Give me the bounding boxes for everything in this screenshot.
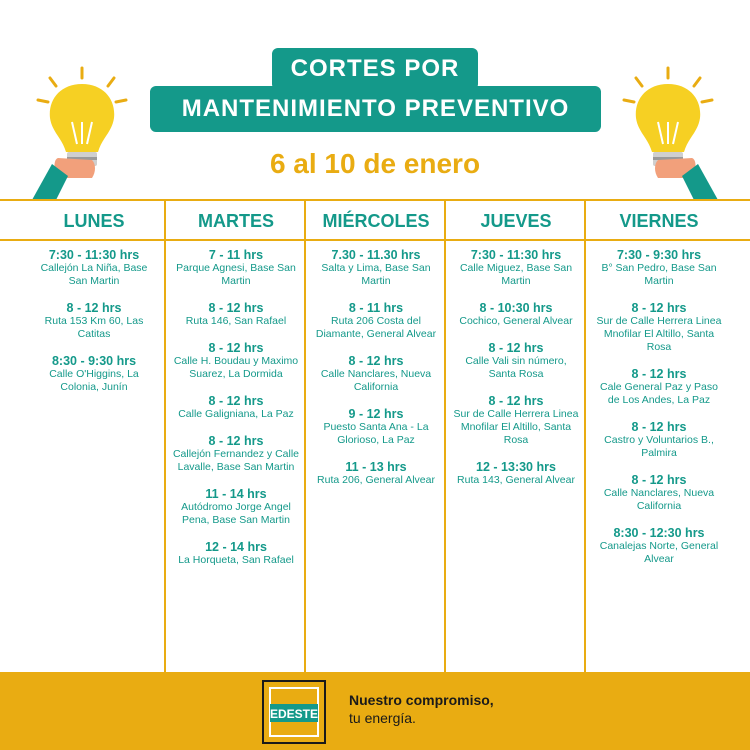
- outage-location: Ruta 143, General Alvear: [457, 474, 575, 486]
- day-column-miercoles: [306, 199, 446, 500]
- outage-location: Calle Nanclares, Nueva California: [320, 368, 432, 393]
- logo-text: EDESTE: [269, 707, 319, 721]
- outage-location: Calle Nanclares, Nueva California: [603, 487, 715, 512]
- outage-location: Calle Galigniana, La Paz: [178, 408, 294, 420]
- outage-entry: [589, 420, 729, 460]
- outage-location: Cochico, General Alvear: [459, 315, 573, 327]
- outage-time: 9 - 12 hrs: [348, 407, 404, 421]
- outage-entry: [24, 301, 164, 341]
- outage-entry: [24, 354, 164, 394]
- outage-time: 12 - 13:30 hrs: [476, 460, 556, 474]
- outage-time: 8 - 12 hrs: [208, 301, 264, 315]
- outage-time: 8:30 - 12:30 hrs: [613, 526, 705, 540]
- schedule-table: [0, 199, 750, 672]
- outage-location: Sur de Calle Herrera Linea Mnofilar El Altillo, Santa Rosa: [596, 315, 722, 353]
- outage-entry: [24, 248, 164, 288]
- outage-location: Autódromo Jorge Angel Pena, Base San Martin: [181, 501, 291, 526]
- outage-time: 8 - 11 hrs: [348, 301, 404, 315]
- outage-location: Callejón La Niña, Base San Martin: [40, 262, 148, 287]
- footer-bar: [0, 672, 750, 750]
- outage-entry: [589, 301, 729, 354]
- outage-time: 8 - 12 hrs: [208, 394, 264, 408]
- outage-time: 8 - 12 hrs: [488, 394, 544, 408]
- day-header: MARTES: [198, 211, 274, 231]
- edeste-logo-mark-icon: [264, 682, 324, 742]
- outage-location: Ruta 206 Costa del Diamante, General Alvear: [315, 315, 437, 340]
- outage-location: Puesto Santa Ana - La Glorioso, La Paz: [323, 421, 429, 446]
- day-header: JUEVES: [480, 211, 552, 231]
- outage-entry: [446, 394, 586, 447]
- outage-entry: [166, 248, 306, 288]
- outage-entry: [446, 341, 586, 381]
- outage-location: B° San Pedro, Base San Martin: [601, 262, 717, 287]
- title-line-2: MANTENIMIENTO PREVENTIVO: [150, 86, 601, 132]
- outage-time: 7.30 - 11.30 hrs: [331, 248, 421, 262]
- outage-location: Calle Miguez, Base San Martin: [459, 262, 573, 287]
- outage-time: 8 - 12 hrs: [488, 341, 544, 355]
- outage-entry: [446, 460, 586, 487]
- outage-time: 11 - 13 hrs: [345, 460, 407, 474]
- day-column-jueves: [446, 199, 586, 500]
- outage-entry: [589, 526, 729, 566]
- outage-location: Calle Vali sin número, Santa Rosa: [465, 355, 567, 380]
- outage-time: 8 - 12 hrs: [348, 354, 404, 368]
- outage-time: 8 - 12 hrs: [66, 301, 122, 315]
- outage-location: Sur de Calle Herrera Linea Mnofilar El Altillo, Santa Rosa: [453, 408, 579, 446]
- outage-location: La Horqueta, San Rafael: [178, 554, 294, 566]
- outage-entry: [589, 367, 729, 407]
- day-header: VIERNES: [619, 211, 699, 231]
- date-range-subtitle: 6 al 10 de enero: [269, 148, 481, 179]
- outage-time: 7:30 - 9:30 hrs: [616, 248, 702, 262]
- outage-entry: [166, 341, 306, 381]
- day-column-viernes: [589, 199, 729, 579]
- slogan: [349, 691, 494, 727]
- outage-entry: [306, 354, 446, 394]
- outage-location: Ruta 206, General Alvear: [317, 474, 435, 486]
- slogan-line-2: tu energía.: [349, 710, 416, 726]
- outage-entry: [306, 248, 446, 288]
- day-column-martes: [166, 199, 306, 580]
- outage-time: 8 - 12 hrs: [208, 341, 264, 355]
- outage-time: 7 - 11 hrs: [208, 248, 264, 262]
- edeste-logo: [262, 680, 326, 744]
- outage-time: 7:30 - 11:30 hrs: [48, 248, 140, 262]
- outage-location: Calle H. Boudau y Maximo Suarez, La Dormida: [173, 355, 299, 380]
- outage-entry: [166, 434, 306, 474]
- outage-location: Canalejas Norte, General Alvear: [599, 540, 719, 565]
- outage-entry: [589, 248, 729, 288]
- outage-entry: [446, 301, 586, 328]
- outage-location: Ruta 153 Km 60, Las Catitas: [44, 315, 144, 340]
- outage-location: Callejón Fernandez y Calle Lavalle, Base San Martin: [172, 448, 300, 473]
- outage-entry: [166, 540, 306, 567]
- outage-location: Ruta 146, San Rafael: [185, 315, 287, 327]
- outage-entry: [166, 394, 306, 421]
- outage-time: 8 - 12 hrs: [631, 301, 687, 315]
- outage-entry: [306, 301, 446, 341]
- outage-time: 8 - 12 hrs: [631, 420, 687, 434]
- outage-entry: [446, 248, 586, 288]
- outage-location: Parque Agnesi, Base San Martin: [176, 262, 296, 287]
- day-column-lunes: [24, 199, 164, 407]
- outage-location: Cale General Paz y Paso de Los Andes, La Paz: [600, 381, 718, 406]
- title-line-1: CORTES POR: [272, 48, 478, 90]
- outage-time: 12 - 14 hrs: [205, 540, 267, 554]
- outage-entry: [166, 487, 306, 527]
- outage-location: Calle O'Higgins, La Colonia, Junín: [49, 368, 139, 393]
- outage-entry: [306, 407, 446, 447]
- outage-time: 7:30 - 11:30 hrs: [470, 248, 562, 262]
- outage-time: 8 - 12 hrs: [631, 367, 687, 381]
- outage-entry: [166, 301, 306, 328]
- outage-entry: [589, 473, 729, 513]
- slogan-line-1: Nuestro compromiso,: [349, 692, 494, 708]
- outage-time: 11 - 14 hrs: [205, 487, 267, 501]
- outage-time: 8:30 - 9:30 hrs: [51, 354, 137, 368]
- outage-time: 8 - 12 hrs: [631, 473, 687, 487]
- day-header: MIÉRCOLES: [322, 211, 430, 231]
- day-header: LUNES: [63, 211, 125, 231]
- outage-time: 8 - 12 hrs: [208, 434, 264, 448]
- outage-location: Castro y Voluntarios B., Palmira: [604, 434, 714, 459]
- outage-entry: [306, 460, 446, 487]
- outage-location: Salta y Lima, Base San Martin: [321, 262, 431, 287]
- outage-time: 8 - 10:30 hrs: [479, 301, 553, 315]
